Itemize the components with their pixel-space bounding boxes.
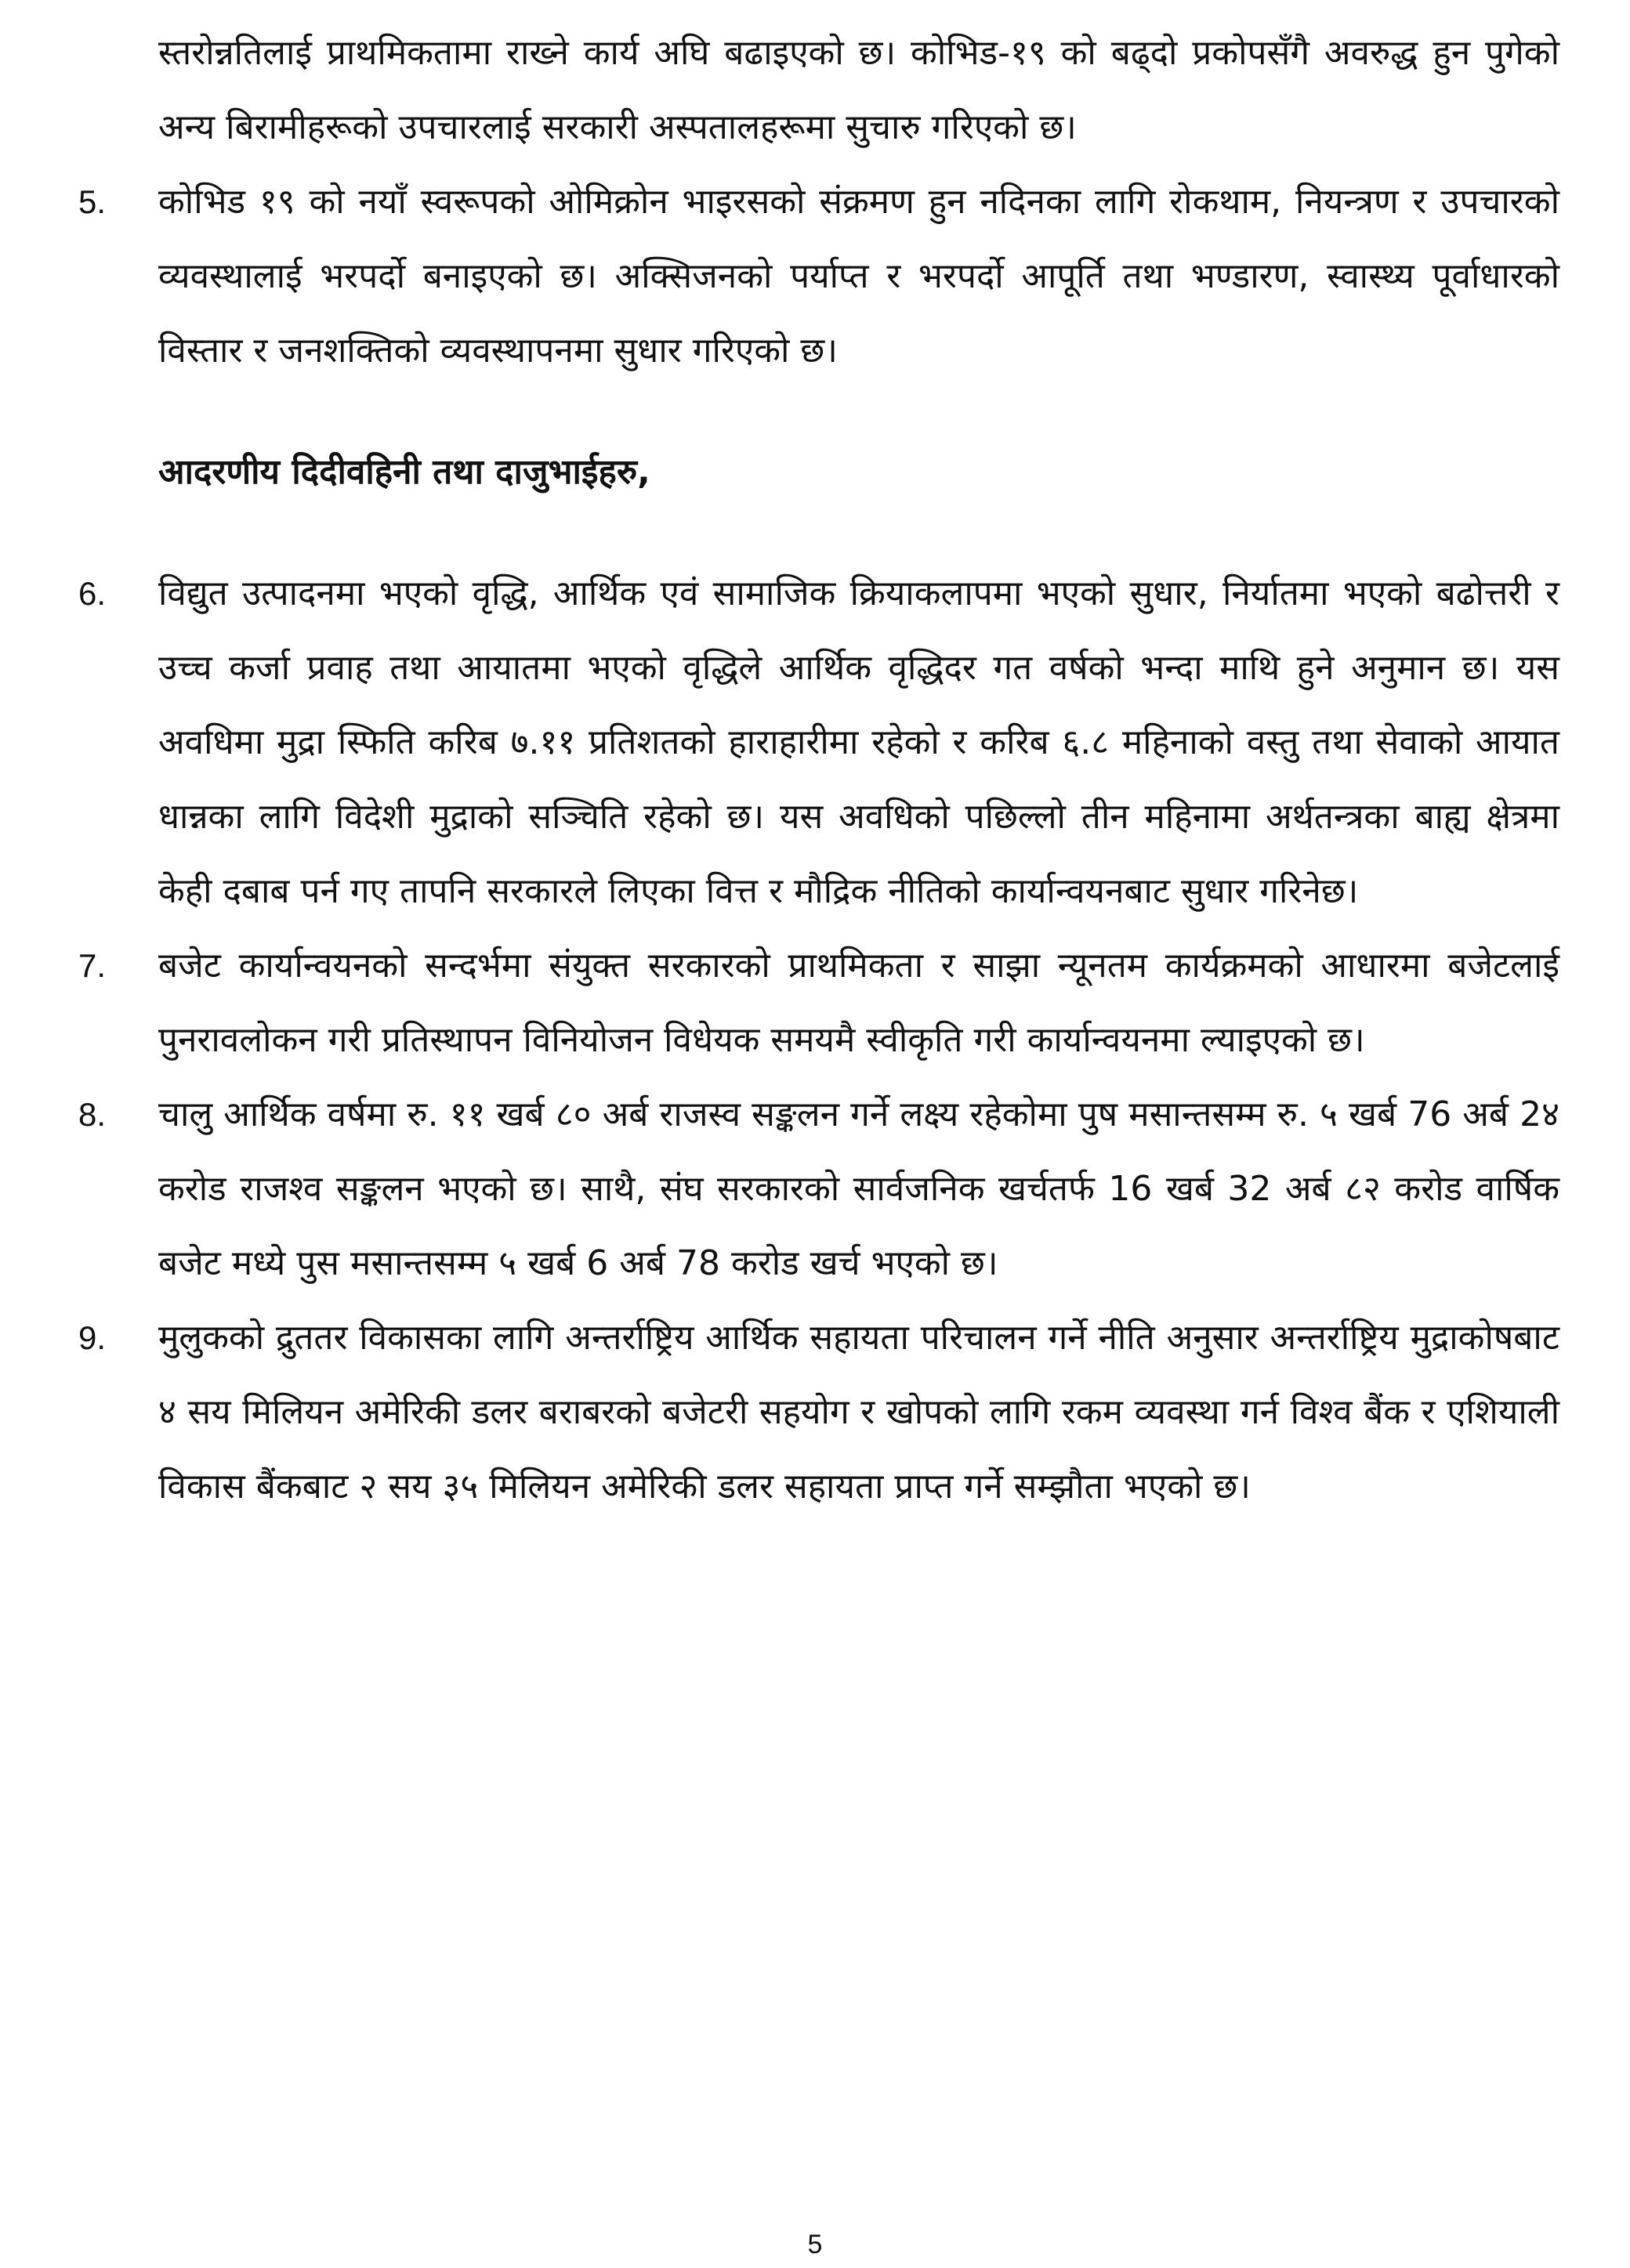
list-item-number: 5. — [78, 183, 107, 220]
list-item-7 — [78, 928, 1559, 1077]
continued-paragraph-text: स्तरोन्नतिलाई प्राथमिकतामा राख्ने कार्य अघि बढाइएको छ। कोभिड-१९ को बढ्दो प्रकोपसँगै अवरुद्ध हुन पुगेको अन्य बिरामीहरूको उपचारलाई सरकारी अस्पतालहरूमा सुचारु गरिएको छ। — [158, 33, 1559, 147]
continued-paragraph — [78, 16, 1559, 165]
list-item-6 — [78, 556, 1559, 928]
page-number: 5 — [807, 2230, 823, 2259]
list-item-text: विद्युत उत्पादनमा भएको वृद्धि, आर्थिक एवं सामाजिक क्रियाकलापमा भएको सुधार, निर्यातमा भएको बढोत्तरी र उच्च कर्जा प्रवाह तथा आयातमा भएको वृद्धिले आर्थिक वृद्धिदर गत वर्षको भन्दा माथि हुने अनुमान छ। यस अवधिमा मुद्रा स्फिति करिब ७.११ प्रतिशतको हाराहारीमा रहेको र करिब ६.८ महिनाको वस्तु तथा सेवाको आयात धान्नका लागि विदेशी मुद्राको सञ्चिति रहेको छ। यस अवधिको पछिल्लो तीन महिनामा अर्थतन्त्रका बाह्य क्षेत्रमा केही दबाब पर्न गए तापनि सरकारले लिएका वित्त र मौद्रिक नीतिको कार्यान्वयनबाट सुधार गरिनेछ। — [158, 573, 1559, 911]
list-item-text: चालु आर्थिक वर्षमा रु. ११ खर्ब ८० अर्ब राजस्व सङ्कलन गर्ने लक्ष्य रहेकोमा पुष मसान्तसम्म रु. ५ खर्ब 76 अर्ब 2४ करोड राजश्व सङ्कलन भएको छ। साथै, संघ सरकारको सार्वजनिक खर्चतर्फ 16 खर्ब 32 अर्ब ८२ करोड वार्षिक बजेट मध्ये पुस मसान्तसम्म ५ खर्ब 6 अर्ब 78 करोड खर्च भएको छ। — [158, 1094, 1559, 1283]
list-item-text: कोभिड १९ को नयाँ स्वरूपको ओमिक्रोन भाइरसको संक्रमण हुन नदिनका लागि रोकथाम, नियन्त्रण र उपचारको व्यवस्थालाई भरपर्दो बनाइएको छ। अक्सिजनको पर्याप्त र भरपर्दो आपूर्ति तथा भण्डारण, स्वास्थ्य पूर्वाधारको विस्तार र जनशक्तिको व्यवस्थापनमा सुधार गरिएको छ। — [158, 182, 1559, 371]
list-item-8 — [78, 1077, 1559, 1300]
list-item-number: 8. — [78, 1096, 107, 1133]
list-item-5 — [78, 165, 1559, 388]
list-item-text: मुलुकको द्रुततर विकासका लागि अन्तर्राष्ट्रिय आर्थिक सहायता परिचालन गर्ने नीति अनुसार अन्तर्राष्ट्रिय मुद्राकोषबाट ४ सय मिलियन अमेरिकी डलर बराबरको बजेटरी सहयोग र खोपको लागि रकम व्यवस्था गर्न विश्व बैंक र एशियाली विकास बैंकबाट २ सय ३५ मिलियन अमेरिकी डलर सहायता प्राप्त गर्ने सम्झौता भएको छ। — [158, 1318, 1559, 1507]
list-item-number: 7. — [78, 947, 107, 984]
section-heading: आदरणीय दिदीवहिनी तथा दाजुभाईहरु, — [158, 452, 650, 492]
list-item-number: 9. — [78, 1319, 107, 1356]
document-body — [78, 16, 1559, 1524]
list-item-text: बजेट कार्यान्वयनको सन्दर्भमा संयुक्त सरकारको प्राथमिकता र साझा न्यूनतम कार्यक्रमको आधारमा बजेटलाई पुनरावलोकन गरी प्रतिस्थापन विनियोजन विधेयक समयमै स्वीकृति गरी कार्यान्वयनमा ल्याइएको छ। — [158, 946, 1559, 1060]
list-item-number: 6. — [78, 575, 107, 612]
list-item-9 — [78, 1300, 1559, 1524]
